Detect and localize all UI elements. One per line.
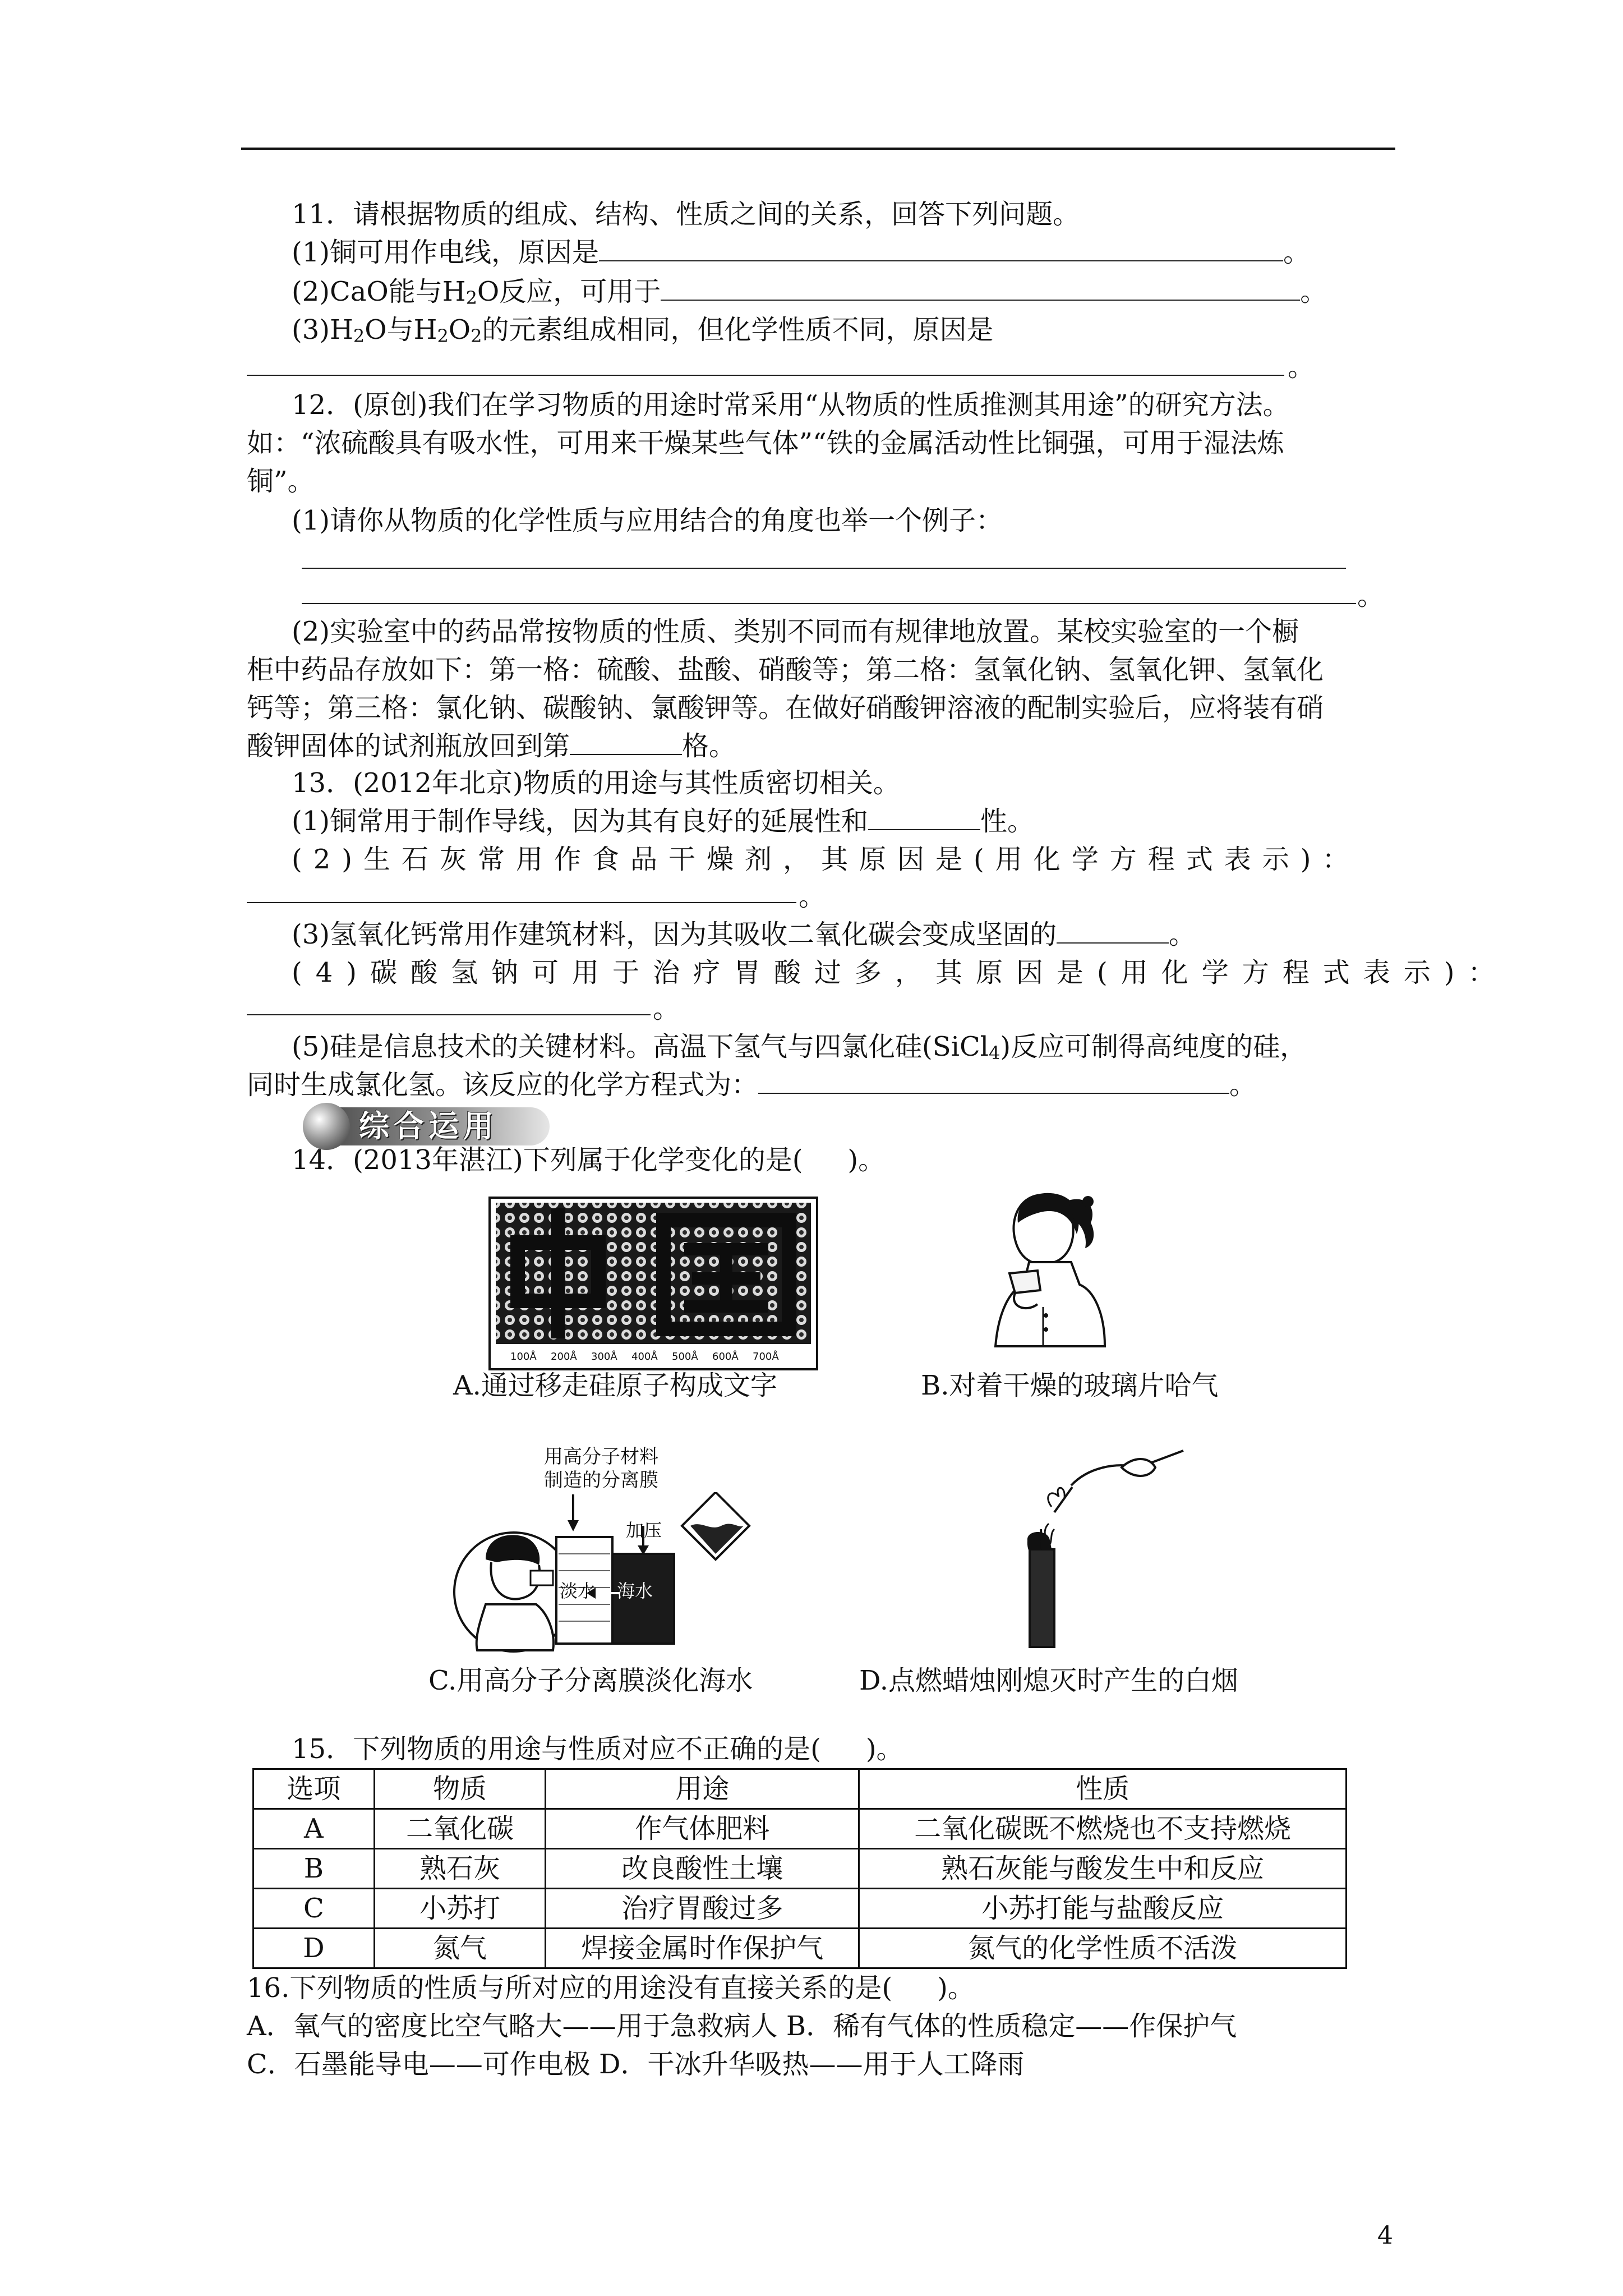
header-rule bbox=[241, 148, 1395, 150]
q12-part2-line3: 钙等；第三格：氯化钠、碳酸钠、氯酸钾等。在做好硝酸钾溶液的配制实验后，应将装有硝 bbox=[247, 692, 1324, 724]
fresh-water-label: 淡水 bbox=[560, 1580, 596, 1602]
q13-part2: (2)生石灰常用作食品干燥剂，其原因是(用化学方程式表示)： bbox=[292, 844, 1361, 875]
q12-part2-line4: 酸钾固体的试剂瓶放回到第 格。 bbox=[247, 730, 736, 762]
q11-stem: 11．请根据物质的组成、结构、性质之间的关系，回答下列问题。 bbox=[292, 199, 1080, 230]
membrane-label-1: 用高分子材料 bbox=[544, 1446, 658, 1468]
q13-stem: 13．(2012年北京)物质的用途与其性质密切相关。 bbox=[292, 767, 900, 799]
q14-option-c: C.用高分子分离膜淡化海水 bbox=[428, 1665, 753, 1696]
membrane-label-2: 制造的分离膜 bbox=[544, 1469, 658, 1492]
page-number: 4 bbox=[1377, 2221, 1393, 2250]
scale-600: 600Å bbox=[712, 1351, 739, 1363]
q14-option-d: D.点燃蜡烛刚熄灭时产生的白烟 bbox=[859, 1665, 1239, 1696]
q11-part1: (1)铜可用作电线，原因是 。 bbox=[292, 237, 1311, 268]
q15-stem: 15．下列物质的用途与性质对应不正确的是( )。 bbox=[292, 1733, 903, 1765]
q16-options-ab: A．氧气的密度比空气略大——用于急救病人 B．稀有气体的性质稳定——作保护气 bbox=[247, 2010, 1237, 2042]
q12-part2-line2: 柜中药品存放如下：第一格：硫酸、盐酸、硝酸等；第二格：氢氧化钠、氢氧化钾、氢氧化 bbox=[247, 654, 1324, 685]
atom-image-figure bbox=[488, 1196, 819, 1371]
scale-700: 700Å bbox=[753, 1351, 779, 1363]
q12-part1-blank-1[interactable] bbox=[302, 568, 1346, 569]
candle-figure bbox=[987, 1445, 1189, 1658]
q11-part2-blank[interactable] bbox=[661, 277, 1300, 301]
q11-part3-blank[interactable] bbox=[247, 375, 1284, 376]
pressure-label: 加压 bbox=[626, 1520, 662, 1541]
q13-part3: (3)氢氧化钙常用作建筑材料，因为其吸收二氧化碳会变成坚固的 。 bbox=[292, 919, 1196, 950]
q13-part1-blank[interactable] bbox=[868, 807, 980, 830]
q13-part5-line2: 同时生成氯化氢。该反应的化学方程式为： 。 bbox=[247, 1069, 1257, 1101]
q13-part1: (1)铜常用于制作导线，因为其有良好的延展性和 性。 bbox=[292, 806, 1035, 837]
q12-part2-blank[interactable] bbox=[570, 731, 682, 755]
q11-part2: (2)CaO能与$H_2O$反应，可用于 。 bbox=[292, 276, 1327, 309]
q14-option-b: B.对着干燥的玻璃片哈气 bbox=[921, 1370, 1219, 1401]
table-row: D 氮气 焊接金属时作保护气 氮气的化学性质不活泼 bbox=[253, 1929, 1347, 1968]
scale-500: 500Å bbox=[672, 1351, 698, 1363]
q14-option-a: A.通过移走硅原子构成文字 bbox=[453, 1370, 777, 1401]
q15-table bbox=[252, 1768, 1347, 1969]
q12-part1-blank-2[interactable] bbox=[302, 603, 1356, 604]
table-header-row: 选项 物质 用途 性质 bbox=[253, 1769, 1347, 1809]
q12-part1: (1)请你从物质的化学性质与应用结合的角度也举一个例子： bbox=[292, 505, 1003, 536]
q13-part3-blank[interactable] bbox=[1057, 920, 1169, 944]
section-title: 综合运用 bbox=[359, 1108, 498, 1144]
q12-line2: 如：“浓硫酸具有吸水性，可用来干燥某些气体”“铁的金属活动性比铜强，可用于湿法炼 bbox=[247, 427, 1284, 459]
scale-400: 400Å bbox=[631, 1351, 658, 1363]
q14-stem: 14．(2013年湛江)下列属于化学变化的是( )。 bbox=[292, 1144, 886, 1176]
table-row: B 熟石灰 改良酸性土壤 熟石灰能与酸发生中和反应 bbox=[253, 1849, 1347, 1889]
sea-water-label: 海水 bbox=[617, 1580, 653, 1602]
q12-part2-line1: (2)实验室中的药品常按物质的性质、类别不同而有规律地放置。某校实验室的一个橱 bbox=[292, 616, 1299, 647]
q13-part4: (4)碳酸氢钠可用于治疗胃酸过多，其原因是(用化学方程式表示)： bbox=[292, 957, 1509, 988]
q13-part5-line1: (5)硅是信息技术的关键材料。高温下氢气与四氯化硅(SiCl$_4$)反应可制得高纯度的硅， bbox=[292, 1031, 1307, 1064]
q13-part4-blank[interactable] bbox=[247, 1014, 651, 1015]
table-row: C 小苏打 治疗胃酸过多 小苏打能与盐酸反应 bbox=[253, 1889, 1347, 1929]
scale-300: 300Å bbox=[591, 1351, 617, 1363]
q11-part1-blank[interactable] bbox=[599, 238, 1283, 261]
q12-line3: 铜”。 bbox=[247, 466, 315, 497]
q13-part5-blank[interactable] bbox=[758, 1070, 1229, 1094]
desalination-figure bbox=[452, 1492, 789, 1658]
q11-part3: $(3)H_2O$与$H_2O_2$的元素组成相同，但化学性质不同，原因是 bbox=[292, 314, 994, 347]
table-row: A 二氧化碳 作气体肥料 二氧化碳既不燃烧也不支持燃烧 bbox=[253, 1809, 1347, 1849]
q16-stem: 16.下列物质的性质与所对应的用途没有直接关系的是( )。 bbox=[247, 1972, 975, 2004]
girl-breathing-figure bbox=[976, 1178, 1138, 1369]
scale-200: 200Å bbox=[551, 1351, 577, 1363]
scale-100: 100Å bbox=[510, 1351, 537, 1363]
q13-part2-blank[interactable] bbox=[247, 902, 796, 903]
q12-line1: 12．(原创)我们在学习物质的用途时常采用“从物质的性质推测其用途”的研究方法。 bbox=[292, 389, 1290, 421]
q16-options-cd: C．石墨能导电——可作电极 D．干冰升华吸热——用于人工降雨 bbox=[247, 2049, 1025, 2080]
